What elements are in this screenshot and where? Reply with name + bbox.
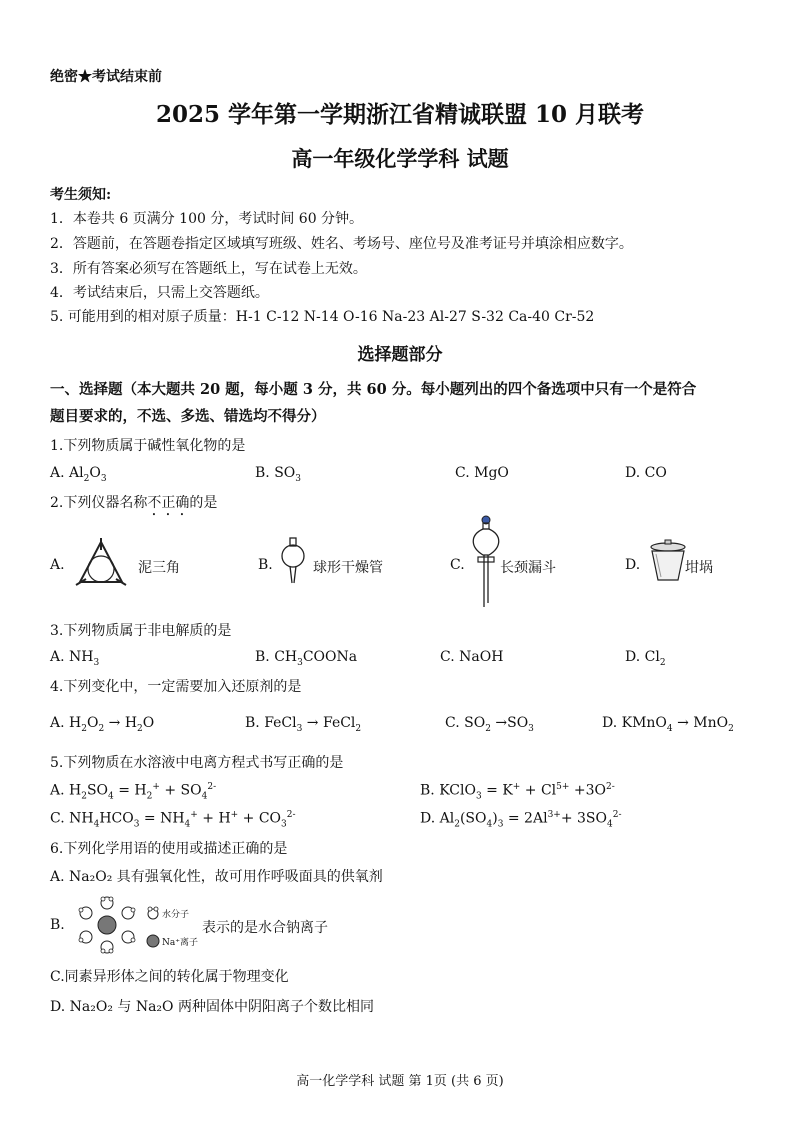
- section-intro-line1: 一、选择题（本大题共 20 题，每小题 3 分，共 60 分。每小题列出的四个备选项中只有一个是符合: [50, 381, 697, 398]
- notice-item-4: 4．考试结束后，只需上交答题纸。: [50, 285, 269, 301]
- q2-d-name: 坩埚: [685, 560, 713, 576]
- water-molecule-icon: [146, 906, 160, 920]
- q5-option-c: C. $NH_4HCO_3 = NH_4^+ + H^+ + CO_3^{2-}$: [50, 810, 296, 830]
- q4-option-c: C. $SO_2 \to SO_3$: [445, 715, 534, 734]
- q4-option-d: D. KMnO$_4$ → MnO$_2$: [602, 715, 734, 734]
- q2-c-letter: C.: [450, 557, 465, 573]
- crucible-icon: [648, 540, 688, 584]
- q2-a-name: 泥三角: [138, 560, 180, 576]
- drying-tube-icon: [280, 538, 306, 584]
- q6-stem: 6.下列化学用语的使用或描述正确的是: [50, 841, 288, 857]
- q1-option-b: B. $SO_3$: [255, 465, 301, 484]
- legend-water-label: 水分子: [162, 910, 190, 920]
- q1-option-c: C. MgO: [455, 465, 509, 481]
- q3-option-b: B. $CH_3COONa$: [255, 649, 358, 668]
- q1-option-a: A. $Al_2O_3$: [50, 465, 107, 484]
- clay-triangle-icon: [76, 538, 126, 588]
- hydrated-sodium-ion-diagram: [72, 895, 142, 955]
- q6-b-letter: B.: [50, 917, 65, 933]
- q3-stem: 3.下列物质属于非电解质的是: [50, 623, 232, 639]
- notice-heading: 考生须知:: [50, 187, 112, 203]
- q4-option-b: B. FeCl$_3$ → FeCl$_2$: [245, 715, 362, 734]
- q6-option-d: D. Na₂O₂ 与 Na₂O 两种固体中阴阳离子个数比相同: [50, 999, 374, 1015]
- q2-b-letter: B.: [258, 557, 273, 573]
- exam-title: 2025 学年第一学期浙江省精诚联盟 10 月联考: [155, 101, 645, 128]
- page-footer: 高一化学学科 试题 第 1页 (共 6 页): [296, 1074, 504, 1089]
- q6-option-a: A. Na₂O₂ 具有强氧化性，故可用作呼吸面具的供氧剂: [50, 869, 383, 885]
- section-intro-line2: 题目要求的，不选、多选、错选均不得分）: [50, 408, 326, 425]
- q5-option-a: A. $H_2SO_4 = H_2^+ + SO_4^{2-}$: [50, 782, 217, 802]
- q4-stem: 4.下列变化中，一定需要加入还原剂的是: [50, 679, 302, 695]
- q2-d-letter: D.: [625, 557, 641, 573]
- q5-option-b: B. KClO$_3$ = $K^+ + Cl^{5+} +3O^{2-}$: [420, 782, 615, 802]
- q6-option-c: C.同素异形体之间的转化属于物理变化: [50, 969, 289, 985]
- notice-item-1: 1．本卷共 6 页满分 100 分，考试时间 60 分钟。: [50, 211, 364, 227]
- q1-option-d: D. CO: [625, 465, 667, 481]
- legend-sodium-label: Na⁺离子: [162, 938, 198, 948]
- q2-stem: 2.下列仪器名称不正确的是: [50, 495, 218, 511]
- q1-stem: 1.下列物质属于碱性氧化物的是: [50, 438, 246, 454]
- q3-option-d: D. $Cl_2$: [625, 649, 666, 668]
- q5-option-d: D. $Al_2(SO_4)_3 = 2Al^{3+}+ 3SO_4^{2-}$: [420, 810, 622, 830]
- q3-option-c: C. NaOH: [440, 649, 504, 665]
- q2-c-name: 长颈漏斗: [500, 560, 556, 576]
- q5-stem: 5.下列物质在水溶液中电离方程式书写正确的是: [50, 755, 344, 771]
- exam-subtitle: 高一年级化学学科 试题: [291, 146, 509, 171]
- separatory-funnel-icon: [468, 515, 504, 611]
- q2-b-name: 球形干燥管: [313, 560, 383, 576]
- section-title: 选择题部分: [357, 345, 443, 365]
- q4-option-a: A. $H_2O_2 \to H_2O$: [50, 715, 155, 734]
- q6-b-text: 表示的是水合钠离子: [202, 920, 328, 936]
- sodium-ion-icon: [146, 934, 160, 948]
- secret-label: 绝密★考试结束前: [50, 69, 162, 85]
- notice-item-2: 2．答题前，在答题卷指定区域填写班级、姓名、考场号、座位号及准考证号并填涂相应数字。: [50, 236, 633, 252]
- q2-emphasis: 不正确: [147, 495, 190, 511]
- notice-item-5: 5. 可能用到的相对原子质量：H-1 C-12 N-14 O-16 Na-23 Al-27 S-32 Ca-40 Cr-52: [50, 309, 595, 325]
- notice-item-3: 3．所有答案必须写在答题纸上，写在试卷上无效。: [50, 261, 367, 277]
- q2-a-letter: A.: [50, 557, 65, 573]
- q3-option-a: A. $NH_3$: [50, 649, 100, 668]
